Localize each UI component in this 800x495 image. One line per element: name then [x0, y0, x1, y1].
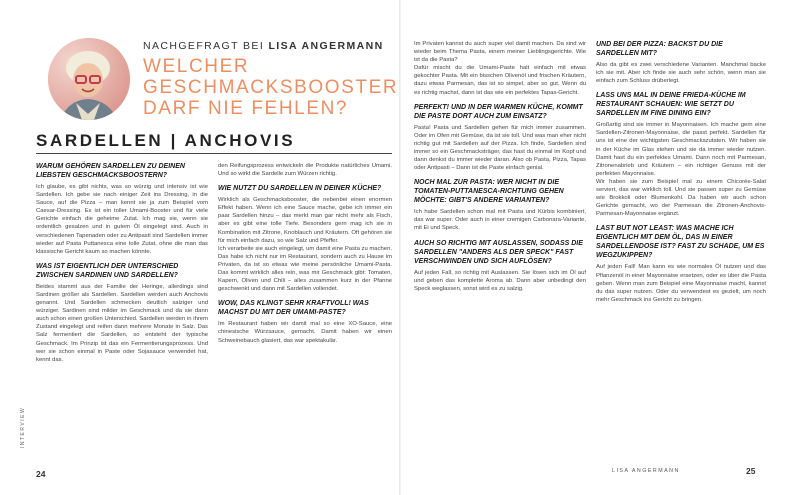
question-heading: WAS IST EIGENTLICH DER UNTERSCHIED ZWISCHEN SARDINEN UND SARDELLEN?	[36, 262, 179, 279]
section-rule	[36, 153, 392, 154]
headline-line: GESCHMACKSBOOSTER	[143, 77, 399, 98]
answer-paragraph: Auf jeden Fall! Man kann es wie normales Öl nutzen und das Pflanzenöl in einer Mayonnaise ersetzen, oder es über die Pasta geben. Wenn man zum Beispiel eine Mayonnaise macht, kannst du das super nutzen. Oder du verwendest es gezielt, um noch mehr Geschmack ins Gericht zu bringen.	[596, 264, 766, 303]
section-label-vertical: INTERVIEW	[20, 406, 26, 448]
running-footer: LISA ANGERMANN	[612, 468, 680, 474]
kicker-name: LISA ANGERMANN	[268, 40, 384, 52]
question-heading: WARUM GEHÖREN SARDELLEN ZU DEINEN LIEBSTEN GESCHMACKSBOOSTERN?	[36, 163, 185, 179]
portrait-illustration	[48, 38, 130, 120]
page-gutter	[399, 0, 401, 495]
question-heading: AUCH SO RICHTIG MIT AUSLASSEN, SODASS DIE SARDELLEN "ANDERS ALS DER SPECK" FAST VERSCHWINDEN UND SICH AUFLÖSEN?	[414, 239, 583, 265]
answer-paragraph: den Reifungsprozess entwickeln die Produkte natürliches Umami. Und so wirkt die Sardelle zum Würzen richtig.	[218, 163, 392, 178]
column-1	[36, 162, 208, 364]
answer-paragraph: Ich glaube, es gibt nichts, was so würzig und intensiv ist wie Sardellen. Ich gebe sie nach einiger Zeit ins Dressing, in die Sauce, auf die Pizza – man kennt sie ja zum Beispiel vom Caesar-Dressing. Es ist ein toller Umami-Booster und für viele Gerichte einfach die geheime Zutat. Ich mag sie, wenn sie ordentlich gesalzen und in gutem Öl eingelegt sind. Auch in verschiedenen Tapenaden oder zu Antipasti sind Sardellen immer wieder auf Pasta Puttanesca eine tolle Zutat, ohne die man das klassische Gericht kaum so machen könnte.	[36, 184, 208, 255]
answer-paragraph: Ich habe Sardellen schon mal mit Pasta und Kürbis kombiniert, das war super. Oder auch in einer cremigen Carbonara-Variante, mit Ei und Speck.	[414, 209, 586, 232]
column-3	[414, 40, 586, 293]
question-heading: LASS UNS MAL IN DEINE FRIEDA-KÜCHE IM RESTAURANT SCHAUEN: WIE SETZT DU SARDELLEN IM FINE DINING EIN?	[596, 92, 746, 118]
answer-paragraph: Dafür mischt du die Umami-Paste halt einfach mit etwas gekochter Pasta. Mit ein bisschen Olivenöl und frischen Kräutern, dazu etwas Parmesan, das ist so simpel, aber so gut. Wenn du es richtig machst, dann ist das wie ein perfektes Tapas-Gericht.	[414, 65, 586, 96]
question-heading: LAST BUT NOT LEAST: WAS MACHE ICH EIGENTLICH MIT DEM ÖL, DAS IN EINER SARDELLENDOSE IST? FAST ZU SCHADE, UM ES WEGZUKIPPEN?	[596, 225, 765, 260]
question-heading: UND BEI DER PIZZA: BACKST DU DIE SARDELLEN MIT?	[596, 41, 723, 57]
page-number-right: 25	[746, 466, 756, 476]
answer-paragraph: Auf jeden Fall, so richtig mit Auslassen. Sie lösen sich im Öl auf und geben das komplette Aroma ab. Dann aber unbedingt den Speck weglassen, sonst wird es zu salzig.	[414, 269, 586, 292]
answer-paragraph: Also da gibt es zwei verschiedene Varianten. Manchmal backe ich sie mit. Aber ich finde sie auch sehr schön, wenn man sie einfach zum Schluss drüberlegt.	[596, 62, 766, 85]
answer-paragraph: Beides stammt aus der Familie der Heringe, allerdings sind Sardinen größer als Sardellen. Sardellen werden auch Anchovis genannt. Und Sardellen schmecken deutlich salziger und würziger. Sardinen sind milder im Geschmack und da sie dann auch schon einen großen Unterschied. Sardellen werden in ihrem Zustand eingelegt und reifen dann mehrere Monate in Salz. Das Salz fermentiert die Sardellen, so entsteht der typische Geschmack. Im Prinzip ist das ein Fermentierungsprozess. Und wer sie schon einmal in Paste oder Sojasauce verwendet hat, kennt das.	[36, 283, 208, 363]
column-4	[596, 40, 766, 304]
answer-paragraph: Wir haben sie zum Beispiel mal zu einem Chicorée-Salat serviert, das war wirklich toll. Und sie passen super zu Gemüse wie Brokkoli oder Blumenkohl. Da haben wir auch schon Gerichte gemacht, wo der Parmesan die Zitronen-Anchovis-Parmesan-Mayonnaise ergänzt.	[596, 178, 766, 218]
section-title: SARDELLEN | ANCHOVIS	[36, 131, 296, 150]
answer-paragraph: Im Privaten kannst du auch super viel damit machen. Da sind wir wieder beim Thema Pasta, einem meiner Lieblingsgerichte. Wie ist da die Pasta?	[414, 41, 586, 64]
answer-paragraph: Im Restaurant haben wir damit mal so eine XO-Sauce, eine chinesische Würzsauce, gemacht. Damit haben wir einen Schweinebauch glasiert, das war spektakulär.	[218, 321, 392, 344]
question-heading: NOCH MAL ZUR PASTA: WER NICHT IN DIE TOMATEN-PUTTANESCA-RICHTUNG GEHEN MÖCHTE: GIBT'S ANDERE VARIANTEN?	[414, 179, 564, 205]
answer-paragraph: Wirklich als Geschmacksbooster, die nebenbei einen enormen Effekt haben. Wenn ich eine Sauce mache, gebe ich immer ein paar Sardellen hinzu – das merkt man gar nicht mehr als Fisch, aber es gibt eine tolle Tiefe. Besonders gern mag ich sie in Kombination mit Zitrone, Knoblauch und Kräutern. Oft gehören sie für mich einfach dazu, so wie Salz und Pfeffer.	[218, 197, 392, 244]
question-heading: WOW, DAS KLINGT SEHR KRAFTVOLL! WAS MACHST DU MIT DER UMAMI-PASTE?	[218, 300, 369, 317]
column-2	[218, 162, 392, 345]
page-number-left: 24	[36, 469, 46, 479]
answer-paragraph: Großartig sind sie immer in Mayonnaisen. Ich mache gern eine Sardellen-Zitronen-Mayonnaise, die passt perfekt. Sardellen für uns ist eine der wichtigsten Geschmackszutaten. Wir haben sie in der Küche im Glas stehen und sie da immer wieder nutzen. Damit hast du ein perfektes Umami. Dann noch mit Parmesan, Zitronenabrieb und Kräutern – ein richtiger Genuss mit der perfekten Mayonnaise.	[596, 122, 766, 177]
kicker-prefix: NACHGEFRAGT BEI	[143, 40, 265, 52]
question-heading: WIE NUTZT DU SARDELLEN IN DEINER KÜCHE?	[218, 185, 382, 193]
kicker	[143, 40, 384, 52]
portrait-photo	[48, 38, 130, 120]
headline-line: DARF NIE FEHLEN?	[143, 98, 349, 119]
answer-paragraph: Pasta! Pasta und Sardellen gehen für mich immer zusammen. Oder im Ofen mit Gemüse, da ist sie toll. Und was man eher nicht richtig gut mit Sardellen auf der Pizza. Ich finde, Sardellen sind immer so ein Geschmacksträger, das hast du einmal im Kopf und dann denkst du immer wieder daran. Also ob Pasta, Pizza, Tapas oder Antipasti – Dann ist die Paste einfach genial.	[414, 124, 586, 172]
headline-line: WELCHER	[143, 56, 250, 77]
answer-paragraph: Ich verarbeite sie auch eingelegt, um damit eine Pasta zu machen. Das habe ich nicht nur im Restaurant, sondern auch zu Hause im Privaten, da ist so etwas wie meine persönliche Umami-Pasta. Das kommt wirklich alles rein, was mir Geschmack gibt: Tomaten, Kapern, Oliven und Chili – alles zusammen kurz in der Pfanne geschwenkt und dann mit Sardellen vollendet.	[218, 245, 392, 293]
question-heading: PERFEKT! UND IN DER WARMEN KÜCHE, KOMMT DIE PASTE DORT AUCH ZUM EINSATZ?	[414, 103, 583, 120]
headline	[143, 56, 398, 119]
